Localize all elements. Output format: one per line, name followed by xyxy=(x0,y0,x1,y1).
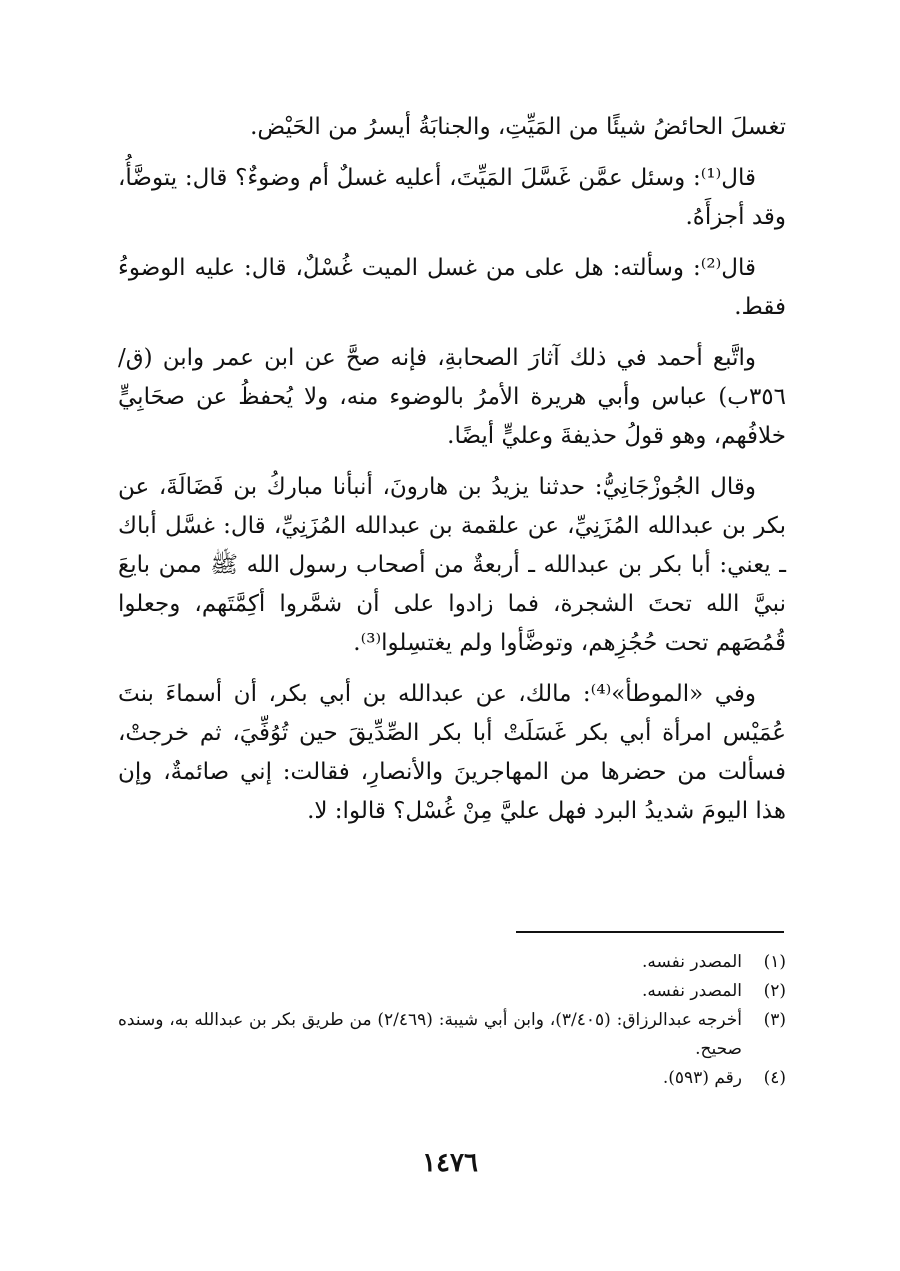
paragraph: وفي «الموطأ»⁽⁴⁾: مالك، عن عبدالله بن أبي بكر، أن أسماءَ بنتَ عُمَيْس امرأة أبي بكر غَسَلَتْ أبا بكر الصِّدِّيقَ حين تُوُفِّيَ، ثم خرجتْ، فسألت من حضرها من المهاجرينَ والأنصارِ، فقالت: إني صائمةٌ، وإن هذا اليومَ شديدُ البرد فهل عليَّ مِنْ غُسْل؟ قالوا: لا. xyxy=(118,681,786,824)
footnote-text: رقم (٥٩٣). xyxy=(662,1068,742,1088)
footnote-number: (٣) xyxy=(763,1010,786,1030)
footnote-text: أخرجه عبدالرزاق: (٣/٤٠٥)، وابن أبي شيبة: (٢/٤٦٩) من طريق بكر بن عبدالله به، وسنده صحيح. xyxy=(118,1010,742,1059)
main-text xyxy=(118,108,786,843)
footnote-number: (١) xyxy=(763,952,786,972)
footnote-number: (٢) xyxy=(763,981,786,1001)
footnote xyxy=(118,977,786,1006)
footnote xyxy=(118,948,786,977)
footnote xyxy=(118,1064,786,1093)
paragraph: تغسلَ الحائضُ شيئًا من المَيِّتِ، والجنابَةُ أيسرُ من الحَيْض. xyxy=(250,114,786,140)
footnote-text: المصدر نفسه. xyxy=(641,952,742,972)
paragraph: قال⁽¹⁾: وسئل عمَّن غَسَّلَ المَيِّتَ، أعليه غسلٌ أم وضوءٌ؟ قال: يتوضَّأُ، وقد أجزأَهُ. xyxy=(118,165,786,230)
paragraph: واتَّبع أحمد في ذلك آثارَ الصحابةِ، فإنه صحَّ عن ابن عمر وابن (ق/٣٥٦ب) عباس وأبي هريرة الأمرُ بالوضوء منه، ولا يُحفظُ عن صحَابِيٍّ خلافُهم، وهو قولُ حذيفةَ وعليٍّ أيضًا. xyxy=(118,345,786,449)
footnote-number: (٤) xyxy=(763,1068,786,1088)
footnotes xyxy=(118,948,786,1093)
footnote-separator xyxy=(516,931,784,933)
paragraph: قال⁽²⁾: وسألته: هل على من غسل الميت غُسْلٌ، قال: عليه الوضوءُ فقط. xyxy=(118,255,786,320)
footnote-text: المصدر نفسه. xyxy=(641,981,742,1001)
page-number: ١٤٧٦ xyxy=(422,1148,478,1178)
paragraph: وقال الجُوزْجَانِيُّ: حدثنا يزيدُ بن هارونَ، أنبأنا مباركُ بن فَضَالَةَ، عن بكر بن عبدالله المُزَنِيِّ، عن علقمة بن عبدالله المُزَنِيِّ، قال: غسَّل أباك ـ يعني: أبا بكر بن عبدالله ـ أربعةٌ من أصحاب رسول الله ﷺ ممن بايعَ نبيَّ الله تحتَ الشجرة، فما زادوا على أن شمَّروا أكِمَّتَهم، وجعلوا قُمُصَهم تحت حُجُزِهم، وتوضَّأوا ولم يغتسِلوا⁽³⁾. xyxy=(118,474,786,656)
footnote xyxy=(118,1006,786,1064)
